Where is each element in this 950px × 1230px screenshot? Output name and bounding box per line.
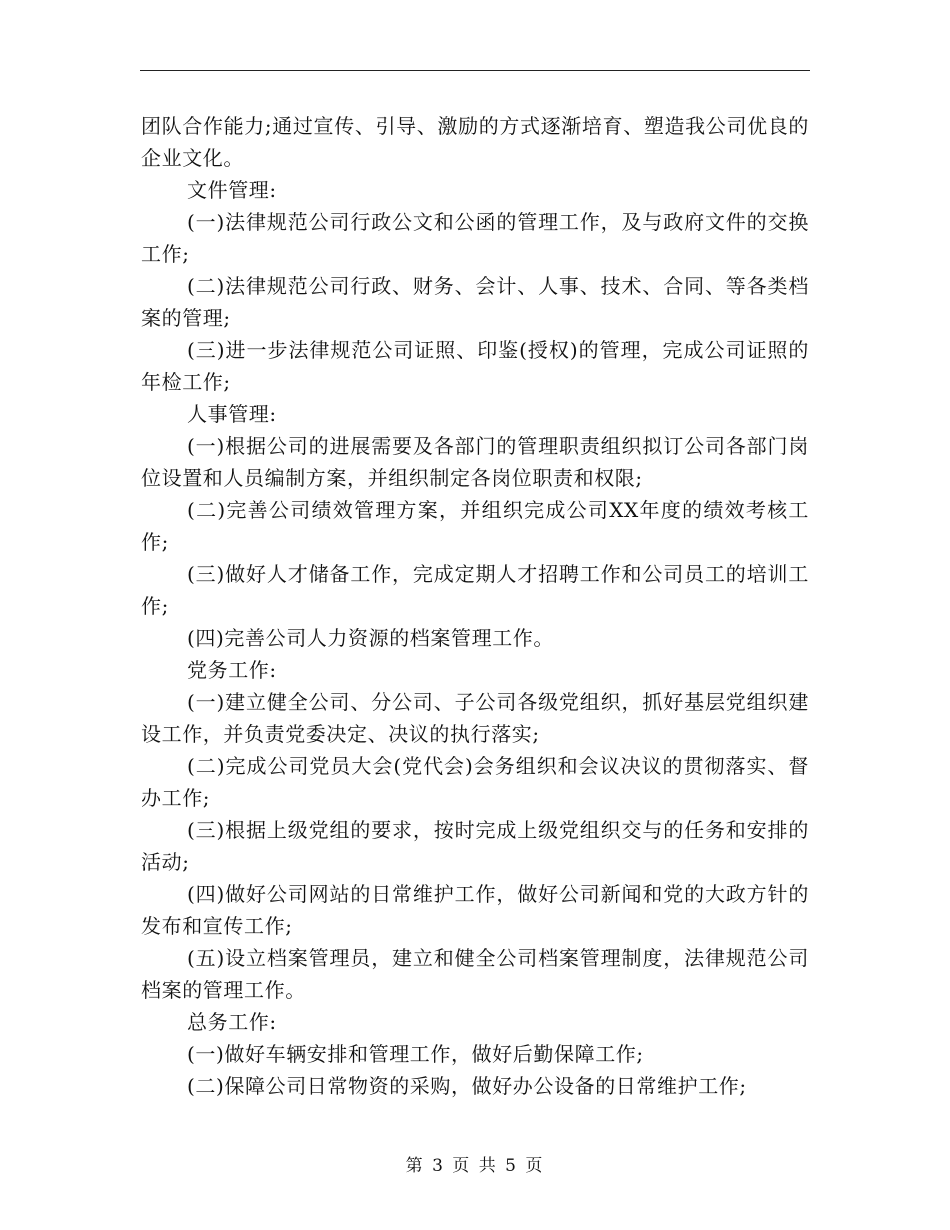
paragraph: (三)做好人才储备工作，完成定期人才招聘工作和公司员工的培训工作;	[141, 562, 809, 618]
page-footer: 第 3 页 共 5 页	[405, 1156, 545, 1176]
paragraph: (一)建立健全公司、分公司、子公司各级党组织，抓好基层党组织建设工作，并负责党委决定、决议的执行落实;	[141, 690, 809, 746]
document-body	[141, 110, 809, 1102]
paragraph: (二)保障公司日常物资的采购，做好办公设备的日常维护工作;	[187, 1074, 747, 1098]
paragraph: (一)法律规范公司行政公文和公函的管理工作，及与政府文件的交换工作;	[141, 210, 809, 266]
paragraph: (一)根据公司的进展需要及各部门的管理职责组织拟订公司各部门岗位设置和人员编制方案，并组织制定各岗位职责和权限;	[141, 434, 809, 490]
paragraph: (三)根据上级党组的要求，按时完成上级党组织交与的任务和安排的活动;	[141, 818, 809, 874]
paragraph: (五)设立档案管理员，建立和健全公司档案管理制度，法律规范公司档案的管理工作。	[141, 946, 809, 1002]
paragraph: 团队合作能力;通过宣传、引导、激励的方式逐渐培育、塑造我公司优良的企业文化。	[141, 114, 809, 170]
paragraph: (二)完成公司党员大会(党代会)会务组织和会议决议的贯彻落实、督办工作;	[141, 754, 809, 810]
paragraph: (四)完善公司人力资源的档案管理工作。	[187, 626, 555, 650]
paragraph: (三)进一步法律规范公司证照、印鉴(授权)的管理，完成公司证照的年检工作;	[141, 338, 809, 394]
section-heading: 人事管理:	[187, 402, 277, 426]
paragraph: (二)完善公司绩效管理方案，并组织完成公司XX年度的绩效考核工作;	[141, 498, 809, 554]
section-heading: 文件管理:	[187, 178, 277, 202]
paragraph: (一)做好车辆安排和管理工作，做好后勤保障工作;	[187, 1042, 644, 1066]
paragraph: (二)法律规范公司行政、财务、会计、人事、技术、合同、等各类档案的管理;	[141, 274, 809, 330]
paragraph: (四)做好公司网站的日常维护工作，做好公司新闻和党的大政方针的发布和宣传工作;	[141, 882, 809, 938]
section-heading: 总务工作:	[187, 1010, 277, 1034]
header-rule	[140, 70, 810, 71]
section-heading: 党务工作:	[187, 658, 277, 682]
